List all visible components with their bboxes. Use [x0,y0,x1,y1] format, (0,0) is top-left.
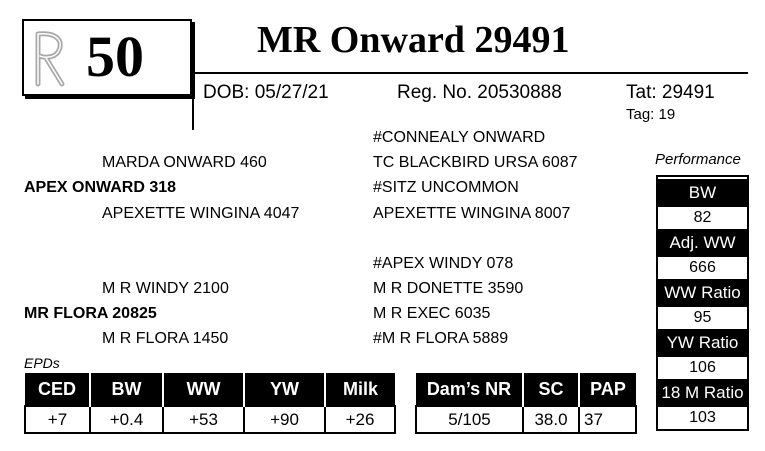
performance-panel [656,175,749,431]
epd-header-ced: CED [25,373,90,406]
tattoo-text: Tat: 29491 [626,82,715,103]
epd-header-yw: YW [244,373,325,406]
performance-value-adj-ww: 666 [658,257,747,279]
dam-stats-header-pap: PAP [579,373,636,406]
epd-table [24,373,396,434]
dam-stats-value-sc: 38.0 [523,406,579,433]
dam-stats-value-row [416,406,636,433]
epd-header-ww: WW [163,373,244,406]
pedigree-sire-dam-sire: #SITZ UNCOMMON [373,179,519,196]
performance-value-yw-ratio: 106 [658,357,747,379]
pedigree-dam-sire-sire: #APEX WINDY 078 [373,255,514,272]
dob-text: DOB: 05/27/21 [203,82,329,103]
epd-header-bw: BW [90,373,163,406]
performance-label-bw: BW [658,179,747,207]
performance-value-bw: 82 [658,207,747,229]
performance-value-18m-ratio: 103 [658,407,747,429]
performance-value-ww-ratio: 95 [658,307,747,329]
lot-number: 50 [86,24,144,89]
animal-name-title: MR Onward 29491 [257,19,570,61]
pedigree-dam-dam-sire: M R EXEC 6035 [373,305,491,322]
dam-stats-header-sc: SC [523,373,579,406]
epd-value-yw: +90 [244,406,325,433]
pedigree-sire-dam: APEXETTE WINGINA 4047 [102,205,300,222]
epd-header-milk: Milk [325,373,395,406]
epd-header-row [25,373,395,406]
registration-number: Reg. No. 20530888 [397,82,562,103]
pedigree-dam-sire: M R WINDY 2100 [102,280,229,297]
pedigree-sire-sire-sire: #CONNEALY ONWARD [373,129,546,146]
performance-label-adj-ww: Adj. WW [658,229,747,257]
ranch-brand-logo-icon [32,28,72,90]
performance-label-18m-ratio: 18 M Ratio [658,379,747,407]
performance-label-yw-ratio: YW Ratio [658,329,747,357]
epd-value-bw: +0.4 [90,406,163,433]
pedigree-dam-dam: M R FLORA 1450 [102,330,229,347]
pedigree-sire-dam-dam: APEXETTE WINGINA 8007 [373,205,571,222]
performance-title: Performance [655,151,741,168]
pedigree-sire-sire-dam: TC BLACKBIRD URSA 6087 [373,154,578,171]
pedigree-sire: APEX ONWARD 318 [24,179,177,196]
dam-stats-value-pap: 37 [579,406,636,433]
lot-box [22,19,192,96]
dam-stats-value-nr: 5/105 [416,406,523,433]
dam-stats-header-nr: Dam’s NR [416,373,523,406]
pedigree-dam-sire-dam: M R DONETTE 3590 [373,280,524,297]
epd-value-ww: +53 [163,406,244,433]
dam-stats-header-row [416,373,636,406]
pedigree-sire-sire: MARDA ONWARD 460 [102,154,267,171]
epd-value-row [25,406,395,433]
tag-text: Tag: 19 [626,106,676,123]
dam-stats-table [415,373,637,434]
epds-title: EPDs [24,355,60,371]
pedigree-dam: MR FLORA 20825 [24,305,157,322]
pedigree-dam-dam-dam: #M R FLORA 5889 [373,330,509,347]
epd-value-ced: +7 [25,406,90,433]
epd-value-milk: +26 [325,406,395,433]
performance-label-ww-ratio: WW Ratio [658,279,747,307]
